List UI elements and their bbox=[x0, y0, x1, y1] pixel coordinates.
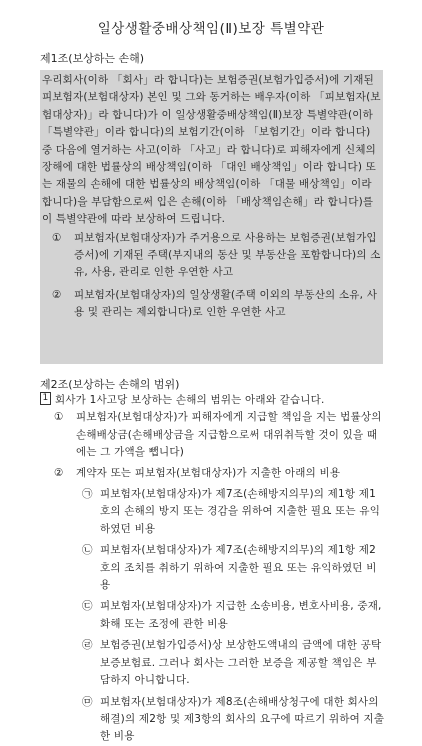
article2-item bbox=[40, 409, 385, 461]
article1-paragraph: 우리회사(이하 「회사」라 합니다)는 보험증권(보험가입증서)에 기재된 피보험자(보험대상자) 본인 및 그와 동거하는 배우자(이하 「피보험자(보험대상자)」라 합니다)가 이 일상생활중배상책임(Ⅱ)보장 특별약관(이하 「특별약관」이라 합니다)의 보험기간(이하 「보험기간」이라 합니다) 중 다음에 열거하는 사고(이하 「사고」라 합니다)로 피해자에게 신체의 장해에 대한 법률상의 배상책임(이하 「대인 배상책임」이라 합니다) 또는 재물의 손해에 대한 법률상의 배상책임(이하 「대물 배상책임」이라 합니다)을 부담함으로써 입은 손해(이하 「배상책임손해」라 합니다)를 이 특별약관에 따라 보상하여 드립니다. bbox=[42, 74, 381, 226]
article1-item bbox=[42, 230, 382, 282]
article2-subitem bbox=[40, 598, 385, 633]
subitem-text: 보험증권(보험가입증서)상 보상한도액내의 금액에 대한 공탁보증보험료. 그러나 회사는 그러한 보증을 제공할 책임은 부담하지 아니합니다. bbox=[100, 639, 382, 687]
item-number: ① bbox=[52, 231, 62, 244]
subitem-text: 피보험자(보험대상자)가 제7조(손해방지의무)의 제1항 제1호의 손해의 방지 또는 경감을 위하여 지출한 필요 또는 유익하였던 비용 bbox=[100, 488, 381, 535]
article1-heading: 제1조(보상하는 손해) bbox=[40, 52, 145, 65]
item-number: ① bbox=[54, 411, 64, 424]
item-text: 피보험자(보험대상자)의 일상생활(주택 이외의 부동산의 소유, 사용 및 관리는 제외합니다)로 인한 우연한 사고 bbox=[74, 288, 378, 319]
subitem-text: 피보험자(보험대상자)가 제8조(손해배상청구에 대한 회사의 해결)의 제2항 및 제3항의 회사의 요구에 따르기 위하여 지출한 비용 bbox=[100, 695, 385, 743]
subitem-number: ㉠ bbox=[82, 488, 93, 501]
subitem-number: ㉡ bbox=[82, 544, 93, 557]
subitem-number: ㉣ bbox=[82, 639, 93, 652]
article2-subitem bbox=[40, 694, 385, 746]
subitem-number: ㉢ bbox=[82, 600, 93, 613]
article1-item bbox=[42, 287, 382, 322]
paragraph-text: 회사가 1사고당 보상하는 손해의 범위는 아래와 같습니다. bbox=[55, 394, 325, 406]
subitem-text: 피보험자(보험대상자)가 지급한 소송비용, 변호사비용, 중재, 화해 또는 조정에 관한 비용 bbox=[100, 600, 382, 630]
item-text: 피보험자(보험대상자)가 주거용으로 사용하는 보험증권(보험가입증서)에 기재된 주택(부지내의 동산 및 부동산을 포함합니다)의 소유, 사용, 관리로 인한 우연한 사고 bbox=[74, 231, 381, 279]
article2-subitem bbox=[40, 637, 385, 689]
subitem-number: ㉤ bbox=[82, 695, 93, 708]
item-text: 피보험자(보험대상자)가 피해자에게 지급할 책임을 지는 법률상의 손해배상금(손해배상금을 지급함으로써 대위취득할 것이 있을 때에는 그 가액을 뺍니다) bbox=[76, 411, 382, 459]
paragraph-number: 1 bbox=[40, 392, 51, 405]
article2-subitem bbox=[40, 486, 385, 538]
article2-item bbox=[40, 465, 385, 482]
page-title: 일상생활중배상책임(Ⅱ)보장 특별약관 bbox=[97, 21, 325, 37]
article1-body bbox=[42, 72, 382, 322]
subitem-text: 피보험자(보험대상자)가 제7조(손해방지의무)의 제1항 제2호의 조치를 취하기 위하여 지출한 필요 또는 유익하였던 비용 bbox=[100, 544, 377, 592]
item-number: ② bbox=[54, 466, 64, 479]
item-text: 계약자 또는 피보험자(보험대상자)가 지출한 아래의 비용 bbox=[76, 466, 341, 479]
article2-heading: 제2조(보상하는 손해의 범위) bbox=[40, 378, 180, 391]
item-number: ② bbox=[52, 288, 62, 301]
article2-subitem bbox=[40, 542, 385, 594]
article2-paragraph bbox=[40, 392, 385, 409]
article2-body bbox=[40, 392, 385, 746]
